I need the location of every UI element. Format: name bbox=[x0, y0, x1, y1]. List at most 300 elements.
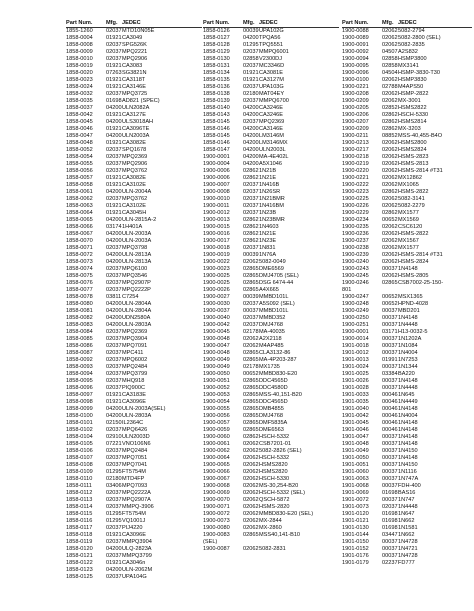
mfg-code-cell: 07263 bbox=[106, 70, 122, 76]
part-number-cell: 1900-0065 bbox=[203, 462, 230, 468]
mfg-code-cell: 02858 bbox=[382, 63, 398, 69]
part-number-cell: 1901-0060 bbox=[342, 469, 369, 475]
part-number-cell: 1858-0070 bbox=[66, 238, 93, 244]
mfg-code-cell: 00037 bbox=[382, 315, 398, 321]
jedec-cell: UPA104G bbox=[122, 574, 147, 580]
part-number-cell: 1858-0048 bbox=[66, 140, 93, 146]
table-row bbox=[342, 70, 472, 77]
mfg-code-cell: 04200 bbox=[243, 140, 259, 146]
mfg-code-cell: 02858 bbox=[382, 56, 398, 62]
mfg-code-cell: 04200 bbox=[243, 105, 259, 111]
jedec-cell: MMBD830-E20 (SEL) bbox=[259, 511, 314, 517]
mfg-code-cell: 02862 bbox=[382, 210, 398, 216]
part-number-cell: 1900-0089 bbox=[342, 35, 369, 41]
table-row bbox=[203, 224, 339, 231]
part-number-cell: 1858-0035 bbox=[66, 98, 93, 104]
mfg-code-cell: 00652 bbox=[382, 217, 398, 223]
header-part-num: Part Num. bbox=[342, 20, 369, 26]
table-row bbox=[342, 231, 472, 238]
table-row bbox=[66, 350, 202, 357]
mfg-code-cell: 02062 bbox=[382, 273, 398, 279]
part-number-cell: 1858-0084 bbox=[66, 329, 93, 335]
jedec-cell: CA3246E bbox=[259, 105, 283, 111]
table-row bbox=[66, 98, 202, 105]
table-row bbox=[203, 28, 339, 35]
table-row bbox=[203, 511, 339, 518]
mfg-code-cell: 02062 bbox=[382, 259, 398, 265]
table-row bbox=[342, 35, 472, 42]
mfg-code-cell: 00037 bbox=[382, 343, 398, 349]
part-number-cell: 1900-0095 bbox=[342, 63, 369, 69]
jedec-cell: DDC4565D bbox=[259, 399, 288, 405]
mfg-code-cell: 02862 bbox=[382, 189, 398, 195]
table-row bbox=[342, 532, 472, 539]
table-row bbox=[66, 203, 202, 210]
table-row bbox=[66, 462, 202, 469]
part-number-cell: 1858-0008 bbox=[66, 42, 93, 48]
table-row bbox=[342, 511, 472, 518]
part-number-cell: 1900-0243 bbox=[342, 266, 369, 272]
jedec-cell: CA3246E bbox=[259, 112, 283, 118]
mfg-code-cell: 04200 bbox=[243, 161, 259, 167]
mfg-code-cell: 02037 bbox=[106, 539, 122, 545]
part-number-cell: 1900-0218 bbox=[342, 154, 369, 160]
mfg-code-cell: 02862 bbox=[243, 238, 259, 244]
part-number-cell: 1858-0057 bbox=[66, 175, 93, 181]
mfg-code-cell: 02150 bbox=[106, 420, 122, 426]
table-row bbox=[203, 364, 339, 371]
mfg-code-cell: 01921 bbox=[106, 182, 122, 188]
table-row bbox=[66, 553, 202, 560]
table-row bbox=[203, 392, 339, 399]
header-part-num: Part Num. bbox=[203, 20, 230, 26]
part-number-cell: 1900-0246 bbox=[342, 280, 369, 286]
part-number-cell: 1900-0206 bbox=[342, 112, 369, 118]
table-row bbox=[203, 315, 339, 322]
table-row bbox=[203, 70, 339, 77]
part-number-cell: 1900-0051 bbox=[203, 378, 230, 384]
mfg-code-cell: 02910 bbox=[106, 434, 122, 440]
jedec-cell: HSMS-2822 bbox=[398, 231, 429, 237]
table-row bbox=[66, 371, 202, 378]
part-number-cell: 1858-0126 bbox=[203, 28, 230, 34]
mfg-code-cell: 02037 bbox=[243, 301, 259, 307]
part-number-cell: 1900-0017 bbox=[203, 238, 230, 244]
table-row bbox=[203, 413, 339, 420]
table-row bbox=[342, 217, 472, 224]
jedec-cell: MPQ3725 bbox=[122, 91, 148, 97]
table-row bbox=[66, 70, 202, 77]
jedec-cell: 1N4148 bbox=[398, 266, 418, 272]
jedec-cell: 1N831 bbox=[259, 245, 276, 251]
part-number-cell: 1900-0045 bbox=[203, 329, 230, 335]
jedec-cell: 1N23E bbox=[259, 238, 277, 244]
jedec-cell: DME6569 bbox=[259, 266, 284, 272]
mfg-code-cell: 02037 bbox=[106, 371, 122, 377]
mfg-code-cell: 02037 bbox=[243, 203, 259, 209]
part-number-cell: 1900-0004 bbox=[203, 161, 230, 167]
part-number-cell: 1901-0069 bbox=[342, 490, 369, 496]
jedec-cell: A2S832 bbox=[398, 49, 418, 55]
jedec-cell bbox=[398, 287, 472, 294]
parts-column-3 bbox=[342, 20, 472, 567]
table-row bbox=[342, 441, 472, 448]
table-row bbox=[203, 420, 339, 427]
mfg-code-cell: 02062 bbox=[243, 497, 259, 503]
part-number-cell: 1901-0072 bbox=[342, 497, 369, 503]
mfg-code-cell: 01921 bbox=[106, 112, 122, 118]
mfg-code-cell: 02062 bbox=[243, 483, 259, 489]
part-number-cell: 1900-0060 bbox=[203, 434, 230, 440]
mfg-code-cell: 00046 bbox=[382, 399, 398, 405]
table-row bbox=[66, 574, 202, 581]
table-row bbox=[203, 126, 339, 133]
jedec-cell: MMBD101L bbox=[259, 308, 289, 314]
mfg-code-cell: 01921 bbox=[106, 399, 122, 405]
mfg-code-cell: 00037 bbox=[382, 553, 398, 559]
jedec-cell: MA-4E402L bbox=[259, 154, 289, 160]
part-number-cell: 1858-0065 bbox=[66, 217, 93, 223]
table-row bbox=[203, 84, 339, 91]
mfg-code-cell: 02862 bbox=[243, 217, 259, 223]
table-row bbox=[342, 490, 472, 497]
jedec-cell: 5082-2800 (SEL) bbox=[398, 35, 441, 41]
jedec-cell: 1N662 bbox=[398, 532, 415, 538]
header-part-num: Part Num. bbox=[66, 20, 93, 26]
mfg-code-cell: 01921 bbox=[106, 560, 122, 566]
mfg-code-cell: 02062 bbox=[243, 462, 259, 468]
table-row bbox=[66, 196, 202, 203]
part-number-cell: 1900-0223 bbox=[342, 189, 369, 195]
jedec-cell: 1N4603 bbox=[259, 224, 279, 230]
table-row bbox=[342, 42, 472, 49]
jedec-cell: 1N1344 bbox=[398, 364, 418, 370]
jedec-cell: SG3821N bbox=[122, 70, 147, 76]
table-row bbox=[203, 399, 339, 406]
jedec-cell: HSMS-2820 bbox=[259, 504, 290, 510]
table-row bbox=[342, 546, 472, 553]
part-number-cell: 1900-0042 bbox=[203, 322, 230, 328]
mfg-code-cell: 02062 bbox=[243, 511, 259, 517]
part-number-cell: 1901-0179 bbox=[342, 560, 369, 566]
mfg-code-cell: 08852 bbox=[382, 133, 398, 139]
table-row bbox=[66, 329, 202, 336]
table-row bbox=[66, 42, 202, 49]
jedec-cell: CSB7002-25-150- bbox=[398, 280, 444, 286]
mfg-code-cell: 04200 bbox=[106, 231, 122, 237]
table-row bbox=[66, 392, 202, 399]
mfg-code-cell: 01921 bbox=[106, 203, 122, 209]
part-number-cell: 1858-0071 bbox=[66, 245, 93, 251]
part-number-cell: 1858-0110 bbox=[66, 476, 93, 482]
mfg-code-cell: 04200 bbox=[243, 147, 259, 153]
jedec-cell: 1N4449 bbox=[398, 399, 418, 405]
table-row bbox=[203, 161, 339, 168]
jedec-cell: MX1567 bbox=[398, 238, 419, 244]
part-number-cell: 1900-0236 bbox=[342, 231, 369, 237]
mfg-code-cell: 02062 bbox=[382, 182, 398, 188]
table-row bbox=[203, 504, 339, 511]
table-row bbox=[66, 434, 202, 441]
jedec-cell: HSCH-5332 bbox=[259, 434, 290, 440]
mfg-code-cell: 04200 bbox=[106, 308, 122, 314]
part-number-cell: 1900-0094 bbox=[342, 56, 369, 62]
part-number-cell: 1900-0213 bbox=[342, 140, 369, 146]
table-row bbox=[203, 546, 339, 553]
part-number-cell: 1858-0107 bbox=[66, 455, 93, 461]
part-number-cell: 1858-0062 bbox=[66, 196, 93, 202]
part-number-cell: 1858-0135 bbox=[203, 77, 230, 83]
table-row bbox=[203, 140, 339, 147]
jedec-cell: HSMS2824 bbox=[398, 147, 427, 153]
part-number-cell: 1858-0054 bbox=[66, 154, 93, 160]
mfg-code-cell: 04200 bbox=[106, 252, 122, 258]
table-row bbox=[342, 322, 472, 329]
table-row bbox=[66, 413, 202, 420]
table-row bbox=[203, 469, 339, 476]
mfg-code-cell: 02062 bbox=[243, 518, 259, 524]
part-number-cell: 1900-0022 bbox=[203, 259, 230, 265]
part-number-cell: 1858-0064 bbox=[66, 210, 93, 216]
table-row bbox=[203, 518, 339, 525]
jedec-cell: MX1735 bbox=[259, 364, 280, 370]
part-number-cell: 1900-0012 bbox=[203, 210, 230, 216]
table-row bbox=[342, 77, 472, 84]
part-number-cell: 1858-0094 bbox=[66, 371, 93, 377]
table-row bbox=[342, 84, 472, 91]
jedec-cell: 1N1084 bbox=[398, 343, 418, 349]
mfg-code-cell: 04200 bbox=[243, 112, 259, 118]
jedec-cell: HSMS2820 bbox=[259, 462, 288, 468]
part-number-cell: 1858-0074 bbox=[66, 266, 93, 272]
jedec-cell: ULN2003D bbox=[122, 434, 150, 440]
table-row bbox=[203, 175, 339, 182]
part-number-cell: 1901-0025 bbox=[342, 371, 369, 377]
jedec-cell: DMJ4705 (SEL) bbox=[259, 273, 299, 279]
part-number-cell: 1858-0146 bbox=[203, 140, 230, 146]
jedec-cell: ULN-2815A-2 bbox=[122, 217, 157, 223]
jedec-cell: MBD201 bbox=[398, 308, 420, 314]
table-row bbox=[203, 525, 339, 532]
table-row bbox=[342, 49, 472, 56]
jedec-cell: MPQ3546 bbox=[122, 273, 148, 279]
part-number-cell: 1858-0105 bbox=[66, 441, 93, 447]
mfg-code-cell: 04200 bbox=[106, 259, 122, 265]
table-row bbox=[342, 392, 472, 399]
part-number-cell: 1858-0114 bbox=[66, 504, 93, 510]
table-row bbox=[203, 350, 339, 357]
mfg-code-cell: 02062 bbox=[243, 504, 259, 510]
table-row bbox=[203, 259, 339, 266]
jedec-cell: MSX1365 bbox=[398, 294, 423, 300]
mfg-code-cell: 04200 bbox=[106, 238, 122, 244]
table-row bbox=[342, 280, 472, 287]
mfg-code-cell: 01295 bbox=[243, 42, 259, 48]
mfg-code-cell: 00037 bbox=[382, 483, 398, 489]
part-number-cell: 1858-0125 bbox=[66, 574, 93, 580]
mfg-code-cell: 02865 bbox=[243, 427, 259, 433]
part-number-cell: 1901-0035 bbox=[342, 399, 369, 405]
table-row bbox=[342, 497, 472, 504]
mfg-code-cell: 02062 bbox=[382, 231, 398, 237]
mfg-code-cell: 01295 bbox=[106, 469, 122, 475]
mfg-code-cell: 00046 bbox=[382, 413, 398, 419]
table-row bbox=[342, 525, 472, 532]
jedec-cell: MA-4P203-287 bbox=[259, 357, 297, 363]
jedec-cell: MX-3203 bbox=[398, 126, 421, 132]
table-row bbox=[66, 126, 202, 133]
jedec-cell: A5X1046 bbox=[259, 161, 283, 167]
table-row bbox=[342, 203, 472, 210]
part-number-cell: 1900-0066 bbox=[203, 469, 230, 475]
mfg-code-cell: 02862 bbox=[243, 231, 259, 237]
table-row bbox=[66, 560, 202, 567]
jedec-cell: ULN-2813A bbox=[122, 259, 152, 265]
table-row bbox=[66, 336, 202, 343]
part-number-cell: 1900-0037 bbox=[203, 308, 230, 314]
part-number-cell: 1858-0106 bbox=[66, 448, 93, 454]
part-number-cell: (SEL) bbox=[203, 539, 218, 545]
table-row bbox=[203, 294, 339, 301]
jedec-cell: 1N416BM bbox=[259, 203, 284, 209]
jedec-cell: 1N4148 bbox=[398, 315, 418, 321]
mfg-code-cell: 04200 bbox=[243, 35, 259, 41]
mfg-code-cell bbox=[382, 287, 398, 294]
table-row bbox=[66, 259, 202, 266]
table-row bbox=[342, 539, 472, 546]
part-number-cell: 1900-0217 bbox=[342, 147, 369, 153]
jedec-cell: ULN-2803A bbox=[122, 413, 152, 419]
part-number-cell: 1858-0113 bbox=[66, 497, 93, 503]
part-number-cell: 1900-0220 bbox=[342, 168, 369, 174]
table-row bbox=[66, 455, 202, 462]
table-row bbox=[342, 112, 472, 119]
part-number-cell: 1858-0077 bbox=[66, 287, 93, 293]
table-row bbox=[342, 308, 472, 315]
table-row bbox=[203, 168, 339, 175]
table-row bbox=[66, 343, 202, 350]
table-row bbox=[203, 196, 339, 203]
part-number-cell: 1858-0111 bbox=[66, 483, 92, 489]
part-number-cell: 801 bbox=[342, 287, 352, 293]
jedec-cell: CA3102E bbox=[122, 182, 146, 188]
jedec-cell: MPQ2907A bbox=[122, 497, 151, 503]
table-row bbox=[203, 112, 339, 119]
mfg-code-cell: 02062 bbox=[382, 77, 398, 83]
part-number-cell: 1858-0109 bbox=[66, 469, 93, 475]
mfg-code-cell: 00037 bbox=[382, 469, 398, 475]
part-number-cell: 1900-0055 bbox=[203, 406, 230, 412]
part-number-cell: 1901-0050 bbox=[342, 455, 369, 461]
jedec-cell: CA3046n bbox=[122, 560, 146, 566]
mfg-code-cell: 00037 bbox=[382, 546, 398, 552]
part-number-cell: 1858-0086 bbox=[66, 343, 93, 349]
part-number-cell: 1901-0068 bbox=[342, 483, 369, 489]
jedec-cell: MMPQ6001 bbox=[259, 49, 289, 55]
table-row bbox=[66, 511, 202, 518]
table-row bbox=[66, 483, 202, 490]
part-number-cell: 1900-0059 bbox=[203, 427, 230, 433]
part-number-cell: 1858-0067 bbox=[66, 231, 93, 237]
table-row bbox=[203, 210, 339, 217]
jedec-cell: TPQA56 bbox=[259, 35, 281, 41]
table-row bbox=[203, 455, 339, 462]
table-row bbox=[342, 469, 472, 476]
table-row bbox=[66, 168, 202, 175]
table-row bbox=[66, 469, 202, 476]
table-row bbox=[66, 189, 202, 196]
part-number-cell: 1901-0033 bbox=[342, 392, 369, 398]
part-number-cell: 1858-0123 bbox=[66, 567, 93, 573]
mfg-code-cell: 04200 bbox=[106, 567, 122, 573]
table-row bbox=[203, 371, 339, 378]
part-number-cell: 1900-0047 bbox=[203, 343, 230, 349]
table-row bbox=[342, 140, 472, 147]
table-row bbox=[203, 427, 339, 434]
table-row bbox=[342, 154, 472, 161]
table-row bbox=[203, 203, 339, 210]
mfg-code-cell: 02037 bbox=[243, 182, 259, 188]
part-number-cell: 1900-0087 bbox=[203, 546, 230, 552]
table-row bbox=[203, 252, 339, 259]
mfg-code-cell: 00037 bbox=[243, 308, 259, 314]
mfg-code-cell: 03811 bbox=[106, 294, 122, 300]
table-row bbox=[66, 546, 202, 553]
mfg-code-cell: 00037 bbox=[382, 350, 398, 356]
part-number-cell: 1900-0053 bbox=[203, 392, 230, 398]
jedec-cell: C7254 bbox=[122, 294, 139, 300]
jedec-cell: 1N4448 bbox=[398, 385, 418, 391]
mfg-code-cell: 03171 bbox=[382, 329, 398, 335]
table-row bbox=[66, 441, 202, 448]
jedec-cell: DMJ4768 bbox=[259, 413, 283, 419]
mfg-code-cell: 00037 bbox=[382, 322, 398, 328]
part-number-cell: 1900-0229 bbox=[342, 210, 369, 216]
part-number-cell: 1900-0025 bbox=[203, 273, 230, 279]
jedec-cell: MPQ3762 bbox=[122, 168, 148, 174]
jedec-cell: DMF5835A bbox=[259, 420, 288, 426]
jedec-cell: 1N416B bbox=[259, 182, 280, 188]
jedec-cell: H13-0032-5 bbox=[398, 329, 428, 335]
part-number-cell: 1900-0247 bbox=[342, 294, 369, 300]
jedec-cell: 1N4148 bbox=[398, 378, 418, 384]
jedec-cell: MPQ2369 bbox=[122, 329, 148, 335]
part-number-cell: 1858-0032 bbox=[66, 91, 93, 97]
mfg-code-cell: 02062 bbox=[243, 448, 259, 454]
jedec-cell: HSCH-5330 bbox=[259, 476, 290, 482]
part-number-cell: 1900-0030 bbox=[203, 301, 230, 307]
table-row bbox=[66, 287, 202, 294]
table-row bbox=[203, 231, 339, 238]
mfg-code-cell: 02037 bbox=[243, 63, 259, 69]
part-number-cell: 1858-0140 bbox=[203, 105, 230, 111]
mfg-code-cell: 02037 bbox=[106, 343, 122, 349]
table-row bbox=[342, 210, 472, 217]
mfg-code-cell: 01698 bbox=[382, 511, 398, 517]
mfg-code-cell: 04200 bbox=[106, 119, 122, 125]
table-row bbox=[66, 301, 202, 308]
jedec-cell: 1N1116 bbox=[398, 469, 417, 475]
mfg-code-cell: 00037 bbox=[382, 539, 398, 545]
part-number-cell: 1858-0097 bbox=[66, 392, 93, 398]
mfg-code-cell: 04200 bbox=[106, 301, 122, 307]
jedec-cell: MHQ918 bbox=[122, 378, 145, 384]
jedec-cell: MX1577 bbox=[398, 245, 419, 251]
part-number-cell: 1900-0250 bbox=[342, 315, 369, 321]
mfg-code-cell: 02062 bbox=[243, 441, 259, 447]
table-row bbox=[66, 427, 202, 434]
jedec-cell: MMBD830-E20 bbox=[259, 371, 298, 377]
